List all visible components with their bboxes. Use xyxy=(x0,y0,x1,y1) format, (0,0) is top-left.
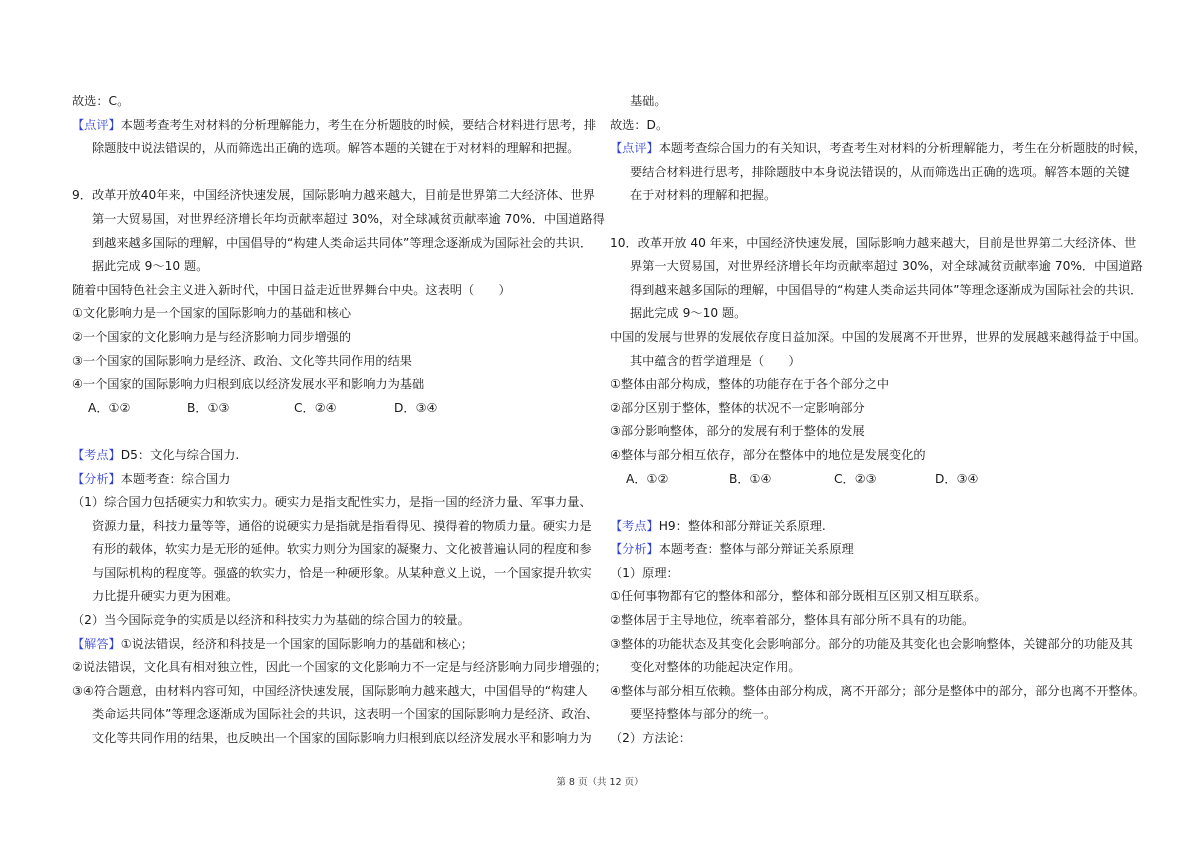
fenxi-1-line-4: 与国际机构的程度等。强盛的软实力，恰是一种硬形象。从某种意义上说，一个国家提升软实 xyxy=(92,565,592,580)
q9-options xyxy=(72,397,602,421)
q9-statement-4: ④一个国家的国际影响力归根到底以经济发展水平和影响力为基础 xyxy=(72,377,425,392)
q9-material-line-3: 到越来越多国际的理解，中国倡导的“构建人类命运共同体”等理念逐渐成为国际社会的共识． xyxy=(92,235,593,250)
methodology-heading: （2）方法论： xyxy=(610,731,691,746)
fenxi-line xyxy=(72,468,602,492)
option-b: B．①④ xyxy=(729,471,772,486)
q10-stem-line-1: 中国的发展与世界的发展依存度日益加深。中国的发展离不开世界，世界的发展越来越得益于中国。 xyxy=(610,329,1147,344)
fenxi-text: 本题考查：整体与部分辩证关系原理 xyxy=(658,542,854,557)
jieda-tag: 【解答】 xyxy=(72,636,121,651)
fenxi-1-line-5: 力比提升硬实力更为困难。 xyxy=(92,589,239,604)
kaodian-line xyxy=(610,515,1140,539)
principle-1: ①任何事物都有它的整体和部分，整体和部分既相互区别又相互联系。 xyxy=(610,589,987,604)
principle-3-line-2: 变化对整体的功能起决定作用。 xyxy=(630,660,801,675)
option-c: C．②③ xyxy=(834,471,877,486)
answer-continuation: 基础。 xyxy=(630,94,667,108)
right-column xyxy=(610,90,1147,751)
q9-material-line-1: 9．改革开放40年来，中国经济快速发展，国际影响力越来越大，目前是世界第二大经济体、世界 xyxy=(72,188,595,203)
option-a: A．①② xyxy=(626,471,669,486)
fenxi-1-line-1: （1）综合国力包括硬实力和软实力。硬实力是指支配性实力，是指一国的经济力量、军事力量、 xyxy=(72,495,592,510)
q8-comment-line-2: 除题肢中说法错误的，从而筛选出正确的选项。解答本题的关键在于对材料的理解和把握。 xyxy=(92,141,580,156)
jieda-line xyxy=(72,633,602,657)
kaodian-text: D5：文化与综合国力. xyxy=(120,447,240,462)
principle-4-line-1: ④整体与部分相互依赖。整体由部分构成，离不开部分；部分是整体中的部分，部分也离不开整体。 xyxy=(610,683,1145,698)
q9-answer: 故选：D。 xyxy=(610,117,669,132)
fenxi-tag: 【分析】 xyxy=(72,471,121,486)
q9-statement-3: ③一个国家的国际影响力是经济、政治、文化等共同作用的结果 xyxy=(72,353,412,368)
option-c: C．②④ xyxy=(294,400,337,415)
q9-stem: 随着中国特色社会主义进入新时代，中国日益走近世界舞台中央。这表明（ ） xyxy=(72,282,511,297)
q9-comment-line xyxy=(610,137,1147,161)
comment-text: 本题考查综合国力的有关知识，考查考生对材料的分析理解能力，考生在分析题肢的时候， xyxy=(658,141,1147,156)
fenxi-2: （2）当今国际竞争的实质是以经济和科技实力为基础的综合国力的较量。 xyxy=(72,613,470,628)
q10-material-line-1: 10．改革开放 40 年来，中国经济快速发展，国际影响力越来越大，目前是世界第二大经济体、世 xyxy=(610,235,1137,250)
jieda-text-1: ①说法错误，经济和科技是一个国家的国际影响力的基础和核心； xyxy=(120,636,473,651)
q8-answer: 故选：C。 xyxy=(72,94,130,108)
option-b: B．①③ xyxy=(187,400,230,415)
option-a: A．①② xyxy=(88,400,131,415)
principle-heading: （1）原理： xyxy=(610,565,679,580)
q10-options xyxy=(610,468,1140,492)
fenxi-1-line-3: 有形的载体，软实力是无形的延伸。软实力则分为国家的凝聚力、文化被普遍认同的程度和参 xyxy=(92,542,592,557)
principle-2: ②整体居于主导地位，统率着部分，整体具有部分所不具有的功能。 xyxy=(610,613,975,628)
jieda-2: ②说法错误，文化具有相对独立性，因此一个国家的文化影响力不一定是与经济影响力同步增强的； xyxy=(72,660,607,675)
q9-comment-line-2: 要结合材料进行思考，排除题肢中本身说法错误的，从而筛选出正确的选项。解答本题的关键 xyxy=(630,164,1130,179)
q9-material-line-2: 第一大贸易国，对世界经济增长年均贡献率超过 30%，对全球减贫贡献率逾 70%．中国道路得 xyxy=(92,211,605,226)
q10-statement-2: ②部分区别于整体，整体的状况不一定影响部分 xyxy=(610,400,865,415)
fenxi-text: 本题考查：综合国力 xyxy=(120,471,231,486)
fenxi-1-line-2: 资源力量，科技力量等等，通俗的说硬实力是指就是指看得见、摸得着的物质力量。硬实力是 xyxy=(92,518,592,533)
kaodian-tag: 【考点】 xyxy=(610,518,659,533)
q10-material-line-3: 得到越来越多国际的理解，中国倡导的“构建人类命运共同体”等理念逐渐成为国际社会的共识． xyxy=(630,282,1143,297)
q10-stem-line-2: 其中蕴含的哲学道理是（ ） xyxy=(630,353,801,368)
kaodian-tag: 【考点】 xyxy=(72,447,121,462)
principle-3-line-1: ③整体的功能状态及其变化会影响部分。部分的功能及其变化也会影响整体，关键部分的功能及其 xyxy=(610,636,1133,651)
kaodian-line xyxy=(72,444,602,468)
q9-material-line-4: 据此完成 9～10 题。 xyxy=(92,259,209,274)
comment-tag: 【点评】 xyxy=(610,141,659,156)
jieda-3-line-1: ③④符合题意，由材料内容可知，中国经济快速发展，国际影响力越来越大，中国倡导的“构建人 xyxy=(72,683,588,698)
option-d: D．③④ xyxy=(935,471,979,486)
q10-statement-4: ④整体与部分相互依存，部分在整体中的地位是发展变化的 xyxy=(610,447,926,462)
page-number-footer: 第 8 页（共 12 页） xyxy=(556,777,644,788)
principle-4-line-2: 要坚持整体与部分的统一。 xyxy=(630,707,777,722)
comment-tag: 【点评】 xyxy=(72,117,121,132)
jieda-3-line-3: 文化等共同作用的结果，也反映出一个国家的国际影响力归根到底以经济发展水平和影响力为 xyxy=(92,731,592,746)
q10-statement-1: ①整体由部分构成，整体的功能存在于各个部分之中 xyxy=(610,377,890,392)
q9-statement-2: ②一个国家的文化影响力是与经济影响力同步增强的 xyxy=(72,329,352,344)
left-column xyxy=(72,90,607,751)
fenxi-line xyxy=(610,538,1140,562)
q10-statement-3: ③部分影响整体，部分的发展有利于整体的发展 xyxy=(610,424,865,439)
kaodian-text: H9：整体和部分辩证关系原理. xyxy=(658,518,826,533)
q10-material-line-2: 界第一大贸易国，对世界经济增长年均贡献率超过 30%，对全球减贫贡献率逾 70%．中国道路 xyxy=(630,259,1143,274)
jieda-3-line-2: 类命运共同体”等理念逐渐成为国际社会的共识，这表明一个国家的国际影响力是经济、政治、 xyxy=(92,707,599,722)
q9-comment-line-3: 在于对材料的理解和把握。 xyxy=(630,188,777,203)
q8-comment-line xyxy=(72,114,602,138)
q10-material-line-4: 据此完成 9～10 题。 xyxy=(630,306,747,321)
q9-statement-1: ①文化影响力是一个国家的国际影响力的基础和核心 xyxy=(72,306,352,321)
option-d: D．③④ xyxy=(394,400,438,415)
comment-text: 本题考查考生对材料的分析理解能力，考生在分析题肢的时候，要结合材料进行思考，排 xyxy=(120,117,597,132)
fenxi-tag: 【分析】 xyxy=(610,542,659,557)
